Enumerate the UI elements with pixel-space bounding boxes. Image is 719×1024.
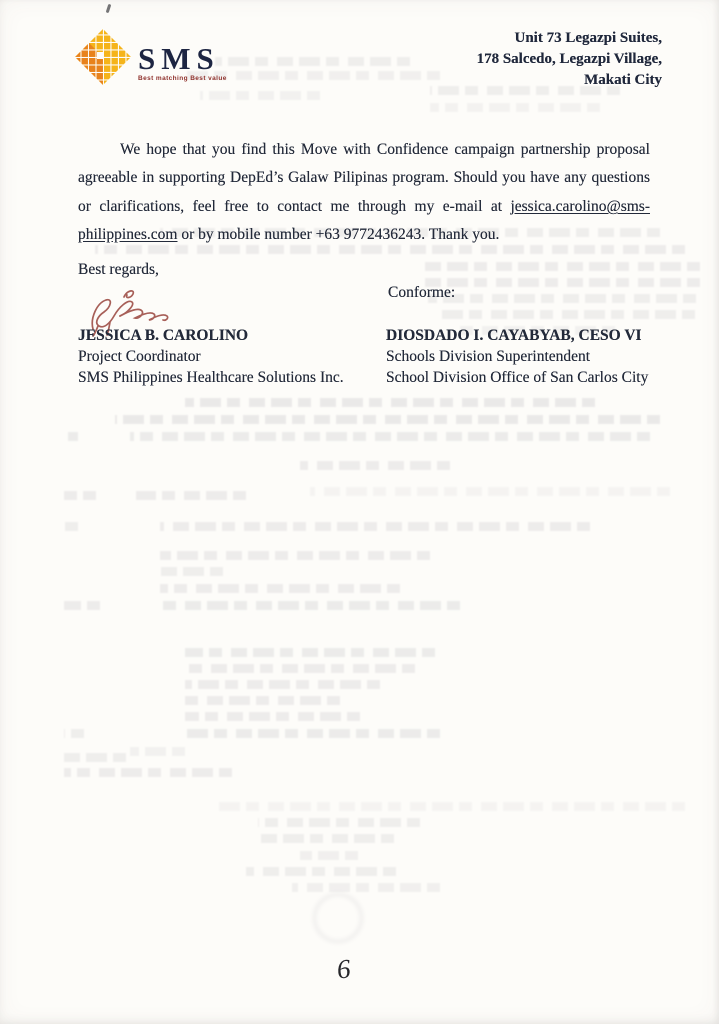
signatory-title: Schools Division Superintendent [386, 347, 591, 365]
conforme-label: Conforme: [388, 284, 456, 301]
scan-speck [106, 4, 112, 13]
bleed-through-line [185, 648, 435, 657]
bleed-through-line [428, 294, 696, 303]
logo-text [138, 41, 227, 86]
bleed-through-line [215, 57, 410, 66]
signatory-title: Project Coordinator [78, 347, 201, 365]
bleed-through-line [160, 584, 400, 593]
company-address [477, 28, 662, 91]
bleed-through-line [158, 567, 223, 576]
bleed-through-line [130, 432, 650, 441]
letter-paragraph [78, 136, 650, 250]
signatory-name: DIOSDADO I. CAYABYAB, CESO VI [386, 327, 642, 344]
paragraph-text: We hope that you find this Move with Confidence campaign partnership proposal agreeable in supporting DepEd’s Galaw Pilipinas program. Should you have any questions or clarifications, feel free to contact me through my e-mail at [78, 141, 650, 215]
sms-logo [74, 28, 227, 86]
sms-diamond-icon [74, 28, 132, 86]
bleed-through-line [430, 103, 600, 112]
address-line: Unit 73 Legazpi Suites, [514, 30, 662, 46]
bleed-through-line [252, 834, 394, 843]
bleed-through-line [300, 461, 450, 470]
bleed-through-line [185, 712, 360, 721]
bleed-through-line [300, 851, 358, 860]
bleed-through-line [420, 262, 700, 271]
bleed-through-line [215, 802, 685, 811]
bleed-through-line [160, 601, 460, 610]
bleed-through-line [185, 664, 415, 673]
signatory-organization: SMS Philippines Healthcare Solutions Inc. [78, 368, 344, 386]
bleed-through-line [185, 696, 340, 705]
bleed-through-line [420, 278, 700, 287]
bleed-through-line [310, 487, 670, 496]
bleed-through-line [258, 818, 420, 827]
bleed-through-line [200, 91, 320, 100]
bleed-through-line [185, 680, 380, 689]
bleed-through-line [115, 415, 660, 424]
closing-salutation: Best regards, [78, 261, 159, 278]
address-line: 178 Salcedo, Legazpi Village, [476, 51, 662, 67]
bleed-through-line [64, 601, 100, 610]
email-address: jessica.carolino@sms-philippines.com [78, 197, 650, 244]
bleed-through-line [64, 753, 126, 762]
bleed-through-line [292, 883, 440, 892]
bleed-through-line [160, 551, 430, 560]
signatory-left [78, 326, 344, 388]
bleed-through-line [64, 491, 96, 500]
stamp-bleed-through [313, 893, 363, 943]
bleed-through-line [130, 747, 185, 756]
bleed-through-line [185, 398, 595, 407]
bleed-through-line [160, 522, 590, 531]
logo-wordmark: SMS [138, 41, 220, 76]
signatory-right [386, 326, 648, 388]
bleed-through-line [136, 491, 246, 500]
bleed-through-line [64, 729, 84, 738]
signatory-organization: School Division Office of San Carlos City [386, 368, 649, 386]
address-line: Makati City [584, 72, 662, 88]
bleed-through-line [185, 729, 440, 738]
paragraph-text: or by mobile number +63 9772436243. Thank you. [177, 226, 500, 244]
bleed-through-line [64, 522, 78, 531]
bleed-through-line [246, 867, 396, 876]
bleed-through-line [440, 310, 695, 319]
bleed-through-line [64, 768, 232, 777]
signatory-name: JESSICA B. CAROLINO [78, 327, 249, 344]
bleed-through-line [68, 432, 78, 441]
logo-tagline: Best matching Best value [138, 75, 227, 82]
page-number: 6 [335, 953, 352, 985]
